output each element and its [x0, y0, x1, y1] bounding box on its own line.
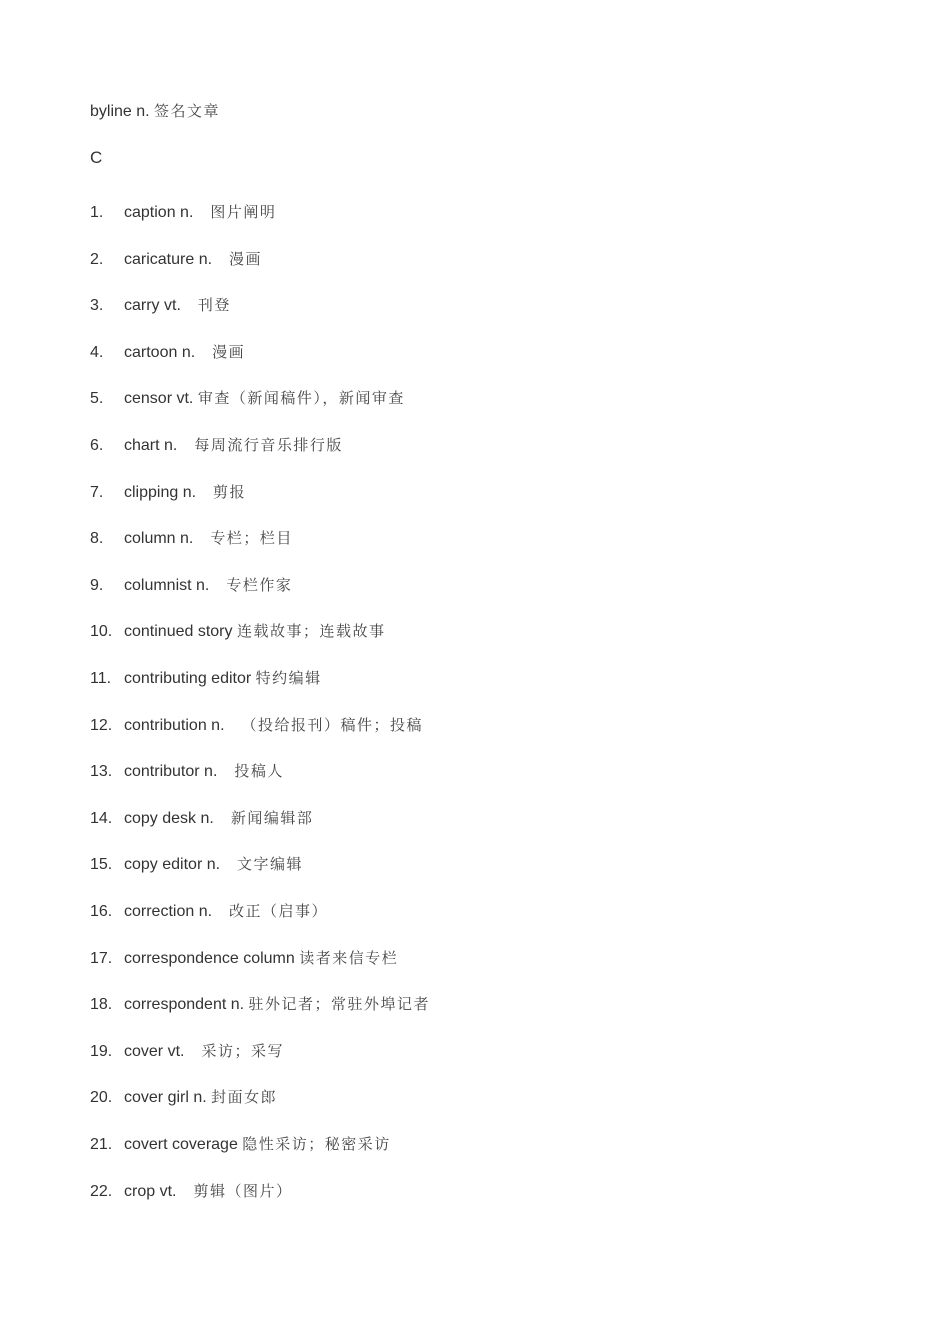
list-item: [90, 1040, 284, 1063]
intro-entry: [90, 100, 220, 123]
entry-term: clipping n.: [124, 483, 197, 501]
entry-term: contribution n.: [124, 716, 225, 734]
list-item: [90, 201, 276, 224]
list-item: [90, 900, 328, 923]
entry-meaning: 专栏；栏目: [197, 529, 293, 548]
entry-term: covert coverage: [124, 1136, 238, 1153]
entry-term: chart n.: [124, 437, 178, 454]
entry-number: 9.: [90, 576, 104, 594]
entry-number: 13.: [90, 763, 113, 781]
list-item: [90, 853, 303, 876]
entry-number: 16.: [90, 903, 113, 920]
entry-term: cartoon n.: [124, 343, 196, 361]
entry-number: 5.: [90, 390, 104, 408]
entry-meaning: 刊登: [185, 296, 231, 315]
entry-meaning: 剪报: [200, 482, 247, 501]
list-item: [90, 1133, 391, 1156]
list-item: [90, 620, 385, 643]
list-item: [90, 714, 423, 737]
list-item: [90, 1086, 277, 1109]
list-item: [90, 248, 262, 271]
list-item: [90, 1180, 292, 1203]
entry-term: contributor n.: [124, 763, 218, 781]
entry-number: 2.: [90, 250, 104, 268]
entry-number: 19.: [90, 1042, 113, 1060]
entry-number: 3.: [90, 297, 104, 315]
list-item: [90, 760, 284, 783]
entry-meaning: 审查（新闻稿件），新闻审查: [197, 389, 405, 408]
entry-number: 4.: [90, 343, 104, 361]
entry-meaning: 读者来信专栏: [299, 948, 399, 967]
entry-meaning: 驻外记者；常驻外埠记者: [248, 995, 431, 1014]
entry-term: columnist n.: [124, 576, 210, 594]
entry-number: 8.: [90, 530, 104, 548]
entry-term: correspondence column: [124, 949, 295, 967]
list-item: [90, 574, 292, 597]
list-item: [90, 667, 322, 690]
entry-term: crop vt.: [124, 1182, 177, 1200]
list-item: [90, 387, 405, 410]
entry-meaning: 剪辑（图片）: [180, 1181, 293, 1200]
entry-meaning: 改正（启事）: [216, 902, 329, 920]
entry-meaning: 采访；采写: [188, 1041, 284, 1060]
entry-meaning: 隐性采访；秘密采访: [242, 1135, 391, 1153]
entry-term: caricature n.: [124, 250, 213, 268]
entry-meaning: 漫画: [199, 342, 246, 361]
entry-number: 17.: [90, 949, 113, 967]
entry-number: 6.: [90, 437, 104, 454]
list-item: [90, 434, 343, 457]
entry-meaning: 连载故事；连载故事: [236, 622, 386, 641]
section-letter: C: [90, 148, 103, 167]
entry-number: 14.: [90, 809, 113, 827]
entry-number: 20.: [90, 1089, 113, 1107]
entry-number: 21.: [90, 1136, 113, 1153]
entry-term: contributing editor: [124, 670, 252, 687]
entry-number: 22.: [90, 1182, 113, 1200]
entry-number: 18.: [90, 996, 113, 1014]
entry-term: column n.: [124, 530, 194, 548]
list-item: [90, 481, 246, 504]
entry-meaning: （投给报刊）稿件；投稿: [228, 715, 424, 734]
entry-number: 15.: [90, 856, 113, 874]
list-item: [90, 294, 231, 317]
entry-meaning: 每周流行音乐排行版: [181, 436, 343, 454]
entry-meaning: 新闻编辑部: [218, 808, 314, 827]
entry-term: continued story: [124, 623, 233, 641]
entry-term: correspondent n.: [124, 996, 245, 1014]
list-item: [90, 527, 293, 550]
entry-number: 12.: [90, 716, 113, 734]
list-item: [90, 341, 245, 364]
entry-term: carry vt.: [124, 297, 181, 315]
list-item: [90, 947, 398, 970]
entry-meaning: 特约编辑: [255, 669, 322, 687]
entry-meaning: 封面女郎: [211, 1088, 278, 1107]
entry-number: 1.: [90, 204, 104, 221]
entry-term: censor vt.: [124, 390, 194, 408]
entry-meaning: 投稿人: [221, 762, 284, 781]
entry-meaning: 专栏作家: [213, 575, 293, 594]
entry-term: copy desk n.: [124, 809, 214, 827]
entry-meaning: 签名文章: [154, 102, 221, 120]
entry-term: caption n.: [124, 204, 194, 221]
entry-term: cover girl n.: [124, 1089, 207, 1107]
entry-term: correction n.: [124, 903, 213, 920]
entry-meaning: 文字编辑: [224, 855, 304, 874]
list-item: [90, 993, 430, 1016]
entry-meaning: 漫画: [216, 249, 263, 268]
entry-term: cover vt.: [124, 1042, 185, 1060]
list-item: [90, 807, 313, 830]
entry-term: byline n.: [90, 103, 150, 120]
entry-number: 11.: [90, 670, 112, 687]
entry-number: 10.: [90, 623, 113, 641]
entry-number: 7.: [90, 483, 104, 501]
entry-meaning: 图片阐明: [197, 203, 277, 221]
entry-term: copy editor n.: [124, 856, 221, 874]
